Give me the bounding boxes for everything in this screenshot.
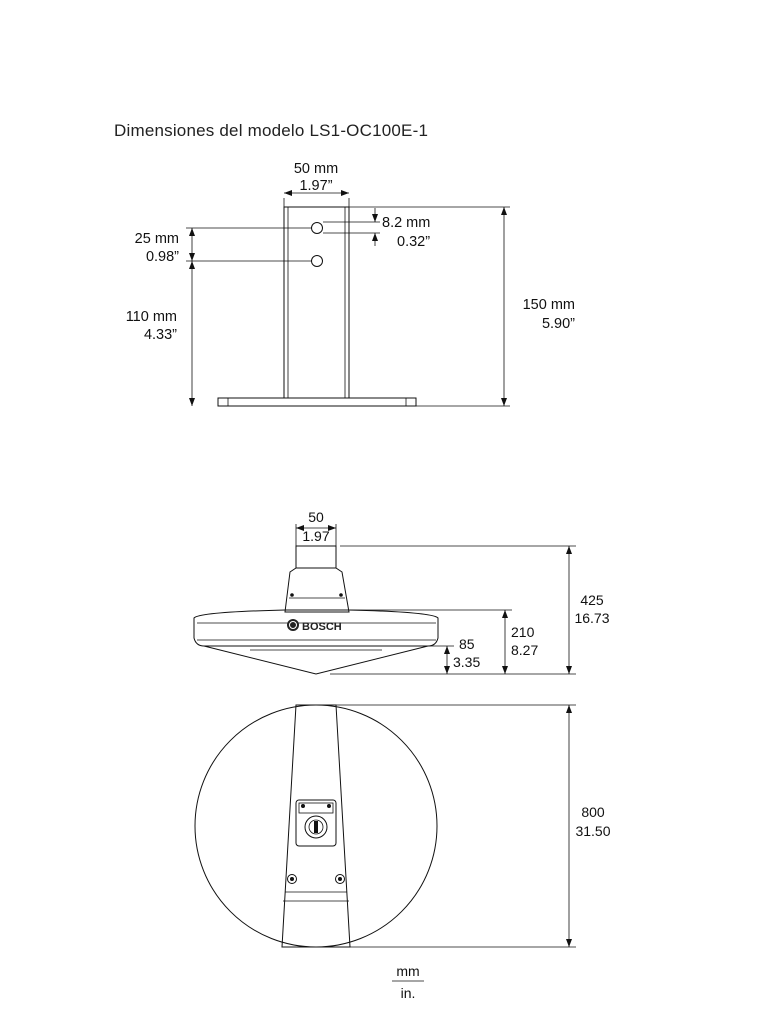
body-height-dimension bbox=[350, 610, 538, 674]
spacing-in-label: 0.98” bbox=[145, 249, 179, 265]
total-mm-label: 425 bbox=[580, 592, 604, 608]
height-in-label: 5.90” bbox=[541, 316, 575, 332]
diameter-mm-label: 800 bbox=[581, 804, 605, 820]
dome-height-dimension bbox=[428, 636, 480, 674]
dome-in-label: 3.35 bbox=[453, 654, 481, 670]
dome-mm-label: 85 bbox=[459, 636, 475, 652]
hole-dimension bbox=[323, 208, 430, 250]
page-title: Dimensiones del modelo LS1-OC100E-1 bbox=[114, 121, 429, 140]
mount-hole-lower bbox=[312, 256, 323, 267]
diameter-in-label: 31.50 bbox=[575, 823, 611, 839]
bracket-post bbox=[284, 207, 349, 398]
height-dimension bbox=[349, 207, 575, 406]
spacing-mm-label: 25 mm bbox=[134, 231, 179, 247]
bracket-drawing bbox=[218, 207, 416, 406]
height-mm-label: 150 mm bbox=[522, 297, 575, 313]
width-in-label: 1.97” bbox=[299, 178, 333, 194]
unit-mm: mm bbox=[396, 963, 420, 979]
bracket-base bbox=[218, 398, 416, 406]
width-mm-label: 50 mm bbox=[293, 161, 339, 177]
camera-housing bbox=[285, 568, 349, 612]
lower-mm-label: 110 mm bbox=[125, 309, 177, 325]
diameter-dimension bbox=[330, 705, 611, 947]
unit-in: in. bbox=[400, 985, 416, 1001]
total-in-label: 16.73 bbox=[574, 610, 610, 626]
body-mm-label: 210 bbox=[511, 624, 535, 640]
logo-icon bbox=[287, 619, 299, 631]
hole-in-label: 0.32” bbox=[397, 234, 431, 250]
logo-text: BOSCH bbox=[302, 621, 342, 633]
hole-mm-label: 8.2 mm bbox=[382, 215, 431, 231]
lower-in-label: 4.33” bbox=[143, 327, 177, 343]
mount-hole-upper bbox=[312, 223, 323, 234]
neck-in-label: 1.97 bbox=[302, 528, 330, 544]
neck-dimension bbox=[296, 509, 336, 546]
camera-bottom-drawing bbox=[195, 705, 437, 947]
neck-mm-label: 50 bbox=[308, 509, 324, 525]
body-in-label: 8.27 bbox=[511, 642, 539, 658]
camera-neck bbox=[296, 546, 336, 568]
width-dimension bbox=[284, 161, 349, 207]
unit-legend bbox=[392, 963, 424, 1001]
